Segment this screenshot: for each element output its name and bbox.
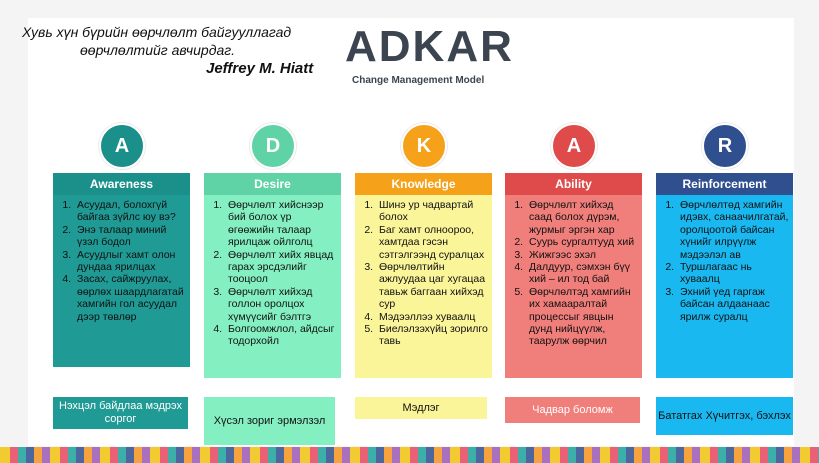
list-item: 4. Далдуур, сэмхэн бүү хий – ил тод бай xyxy=(526,261,638,286)
list-item: 5. Биелэлзэхүйц зорилго тавь xyxy=(376,323,488,348)
list-item: 2. Туршлагаас нь хуваалц xyxy=(677,261,789,286)
list-item: 1. Шинэ ур чадвартай болох xyxy=(376,199,488,224)
stage-outcome-awareness: Нэхцэл байдлаа мэдрэх соргог xyxy=(53,397,188,429)
stage-label: Ability xyxy=(505,173,642,195)
list-item: 1. Асуудал, болохгүй байгаа зүйлс юу вэ? xyxy=(74,199,186,224)
quote-line-2: өөрчлөлтийг авчирдаг. xyxy=(80,42,236,58)
stage-label: Desire xyxy=(204,173,341,195)
stage-body xyxy=(53,195,190,367)
list-item: 3. Өөрчлөлт хийхэд голлон оролцох хүмүүсийг бэлтгэ xyxy=(225,286,337,323)
list-item: 3. Өөрчлөлтийн ажлуудаа цаг хугацаа тавьж баггаан хийхэд сур xyxy=(376,261,488,311)
list-item: 3. Эхний үед гаргаж байсан алдаанаас ярилж суралц xyxy=(677,286,789,323)
stage-label: Knowledge xyxy=(355,173,492,195)
list-item: 1. Өөрчлөлтөд хамгийн идэвх, санаачилгатай, оролцоотой байсан хүнийг илрүүлж мэдээлэл ав xyxy=(677,199,789,261)
list-item: 2. Суурь сургалтууд хий xyxy=(526,236,638,248)
stage-list xyxy=(656,195,793,323)
page-title: ADKAR xyxy=(345,22,514,71)
stage-body xyxy=(355,195,492,378)
stage-body xyxy=(505,195,642,378)
quote-author: Jeffrey M. Hiatt xyxy=(206,60,314,77)
list-item: 2. Энэ талаар миний үзэл бодол xyxy=(74,224,186,249)
list-item: 2. Өөрчлөлт хийх явцад гарах эрсдэлийг тооцоол xyxy=(225,249,337,286)
list-item: 3. Асуудлыг хамт олон дундаа ярилцах xyxy=(74,249,186,274)
list-item: 3. Жижгээс эхэл xyxy=(526,249,638,261)
letter-circle: A xyxy=(99,123,145,169)
quote-line-1: Хувь хүн бүрийн өөрчлөлт байгууллагад xyxy=(22,24,292,40)
stage-outcome-desire: Хүсэл зориг эрмэлзэл xyxy=(204,397,335,445)
stage-outcome-reinforcement: Бататгах Хүчитгэх, бэхлэх xyxy=(656,397,793,435)
stage-body xyxy=(656,195,793,378)
letter-circle: K xyxy=(401,123,447,169)
list-item: 1. Өөрчлөлт хийхэд саад болох дүрэм, журмыг эргэн хар xyxy=(526,199,638,236)
list-item: 4. Мэдээллээ хуваалц xyxy=(376,311,488,323)
letter-circle: R xyxy=(702,123,748,169)
stage-outcome-ability: Чадвар боломж xyxy=(505,397,640,423)
letter-circle: D xyxy=(250,123,296,169)
stage-list xyxy=(204,195,341,348)
list-item: 1. Өөрчлөлт хийснээр бий болох үр өгөөжийн талаар ярилцаж ойлголц xyxy=(225,199,337,249)
stage-list xyxy=(355,195,492,348)
stage-label: Reinforcement xyxy=(656,173,793,195)
stage-list xyxy=(505,195,642,348)
stage-outcome-knowledge: Мэдлэг xyxy=(355,397,487,419)
stage-label: Awareness xyxy=(53,173,190,195)
decorative-pattern-strip xyxy=(0,447,819,463)
stage-body xyxy=(204,195,341,378)
list-item: 2. Баг хамт олноороо, хамтдаа гэсэн сэтгэлгээнд суралцах xyxy=(376,224,488,261)
page-subtitle: Change Management Model xyxy=(352,75,485,86)
stage-list xyxy=(53,195,190,323)
list-item: 5. Өөрчлөлтэд хамгийн их хамааралтай процессыг явцын дунд нийцүүлж, таарулж өөрчил xyxy=(526,286,638,348)
letter-circle: A xyxy=(551,123,597,169)
list-item: 4. Болгоомжлол, айдсыг тодорхойл xyxy=(225,323,337,348)
list-item: 4. Засах, сайжруулах, өөрлөх шаардлагатай хамгийн гол асуудал дээр төвлөр xyxy=(74,273,186,323)
